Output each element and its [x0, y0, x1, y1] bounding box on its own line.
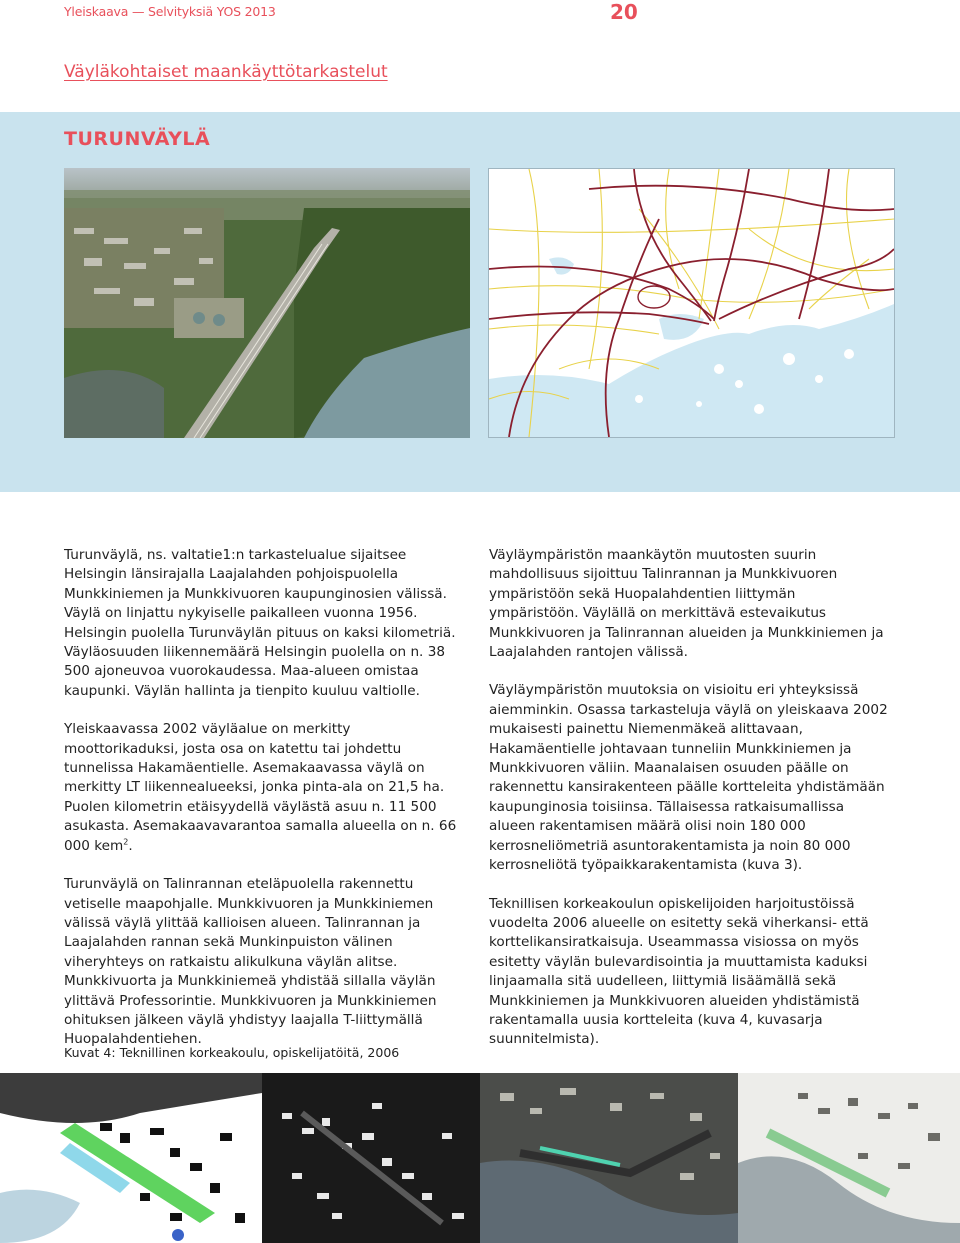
- band-title: TURUNVÄYLÄ: [64, 128, 211, 150]
- left-paragraph-3: Turunväylä on Talinrannan eteläpuolella rakennettu vetiselle maapohjalle. Munkkivuoren ja Munkkiniemen välissä väylä ylittää kallioisen alueen. Talinrannan ja Laajalahden rannan sekä Munkinpuiston välinen viheryhteys on ratkaistu alikulkuna väylän alitse. Munkkivuorta ja Munkkiniemeä yhdistää sillalla väylän ylittävä Professorintie. Munkkivuoren ja Munkkiniemen ohituksen jälkeen väylä yhdistyy laajalla T-liittymällä Huopalahdentiehen.: [64, 876, 437, 1048]
- right-paragraph-3: Teknillisen korkeakoulun opiskelijoiden harjoitustöissä vuodelta 2006 alueelle on esitetty sekä viherkansi- että korttelikansiratkaisuja. Useammassa visiossa on myös esitetty väylän bulevardisointia ja muuttamista kaduksi linjaamalla sitä uudelleen, liittymiä lisäämällä sekä Munkkiniemen ja Munkkivuoren alueiden yhdistämistä rakentamalla uusia kortteleita (kuva 4, kuvasarja suunnitelmista).: [489, 895, 869, 1048]
- right-text-column: [489, 546, 889, 1069]
- page-number: 20: [610, 0, 638, 24]
- left-paragraph-1: Turunväylä, ns. valtatie1:n tarkastelualue sijaitsee Helsingin länsirajalla Laajalahden pohjoispuolella Munkkiniemen ja Munkkivuoren kaupunginosien välissä. Väylä on linjattu nykyiselle paikalleen vuonna 1956. Helsingin puolella Turunväylän pituus on kaksi kilometriä. Väyläosuuden liikennemäärä Helsingin puolella on n. 38 500 ajoneuvoa vuorokaudessa. Maa-alueen omistaa kaupunki. Väylän hallinta ja tienpito kuuluu valtiolle.: [64, 547, 456, 699]
- header-title: Yleiskaava — Selvityksiä YOS 2013: [64, 4, 276, 19]
- right-paragraph-1: Väyläympäristön maankäytön muutosten suurin mahdollisuus sijoittuu Talinrannan ja Munkkivuoren ympäristöön sekä Huopalahdentien liittymän ympäristöön. Väylällä on merkittävä estevaikutus Munkkivuoren ja Talinrannan alueiden ja Munkkiniemen ja Laajalahden rantojen välissä.: [489, 547, 884, 661]
- plan-image-1: [0, 1073, 262, 1243]
- left-text-column: [64, 546, 459, 1069]
- aerial-photo: [64, 168, 470, 438]
- road-map: [488, 168, 895, 438]
- section-title: Väyläkohtaiset maankäyttötarkastelut: [64, 62, 388, 82]
- figure-caption: Kuvat 4: Teknillinen korkeakoulu, opiskelijatöitä, 2006: [64, 1045, 400, 1060]
- plan-image-4: [738, 1073, 960, 1243]
- plan-image-2: [262, 1073, 480, 1243]
- plan-image-3: [480, 1073, 738, 1243]
- right-paragraph-2: Väyläympäristön muutoksia on visioitu eri yhteyksissä aiemminkin. Osassa tarkasteluja väylä on yleiskaava 2002 mukaisesti painettu Niemenmäkeä alittavaan, Hakamäentielle johtavaan tunneliin Munkkiniemen ja Munkkivuoren väliin. Maanalaisen osuuden päälle on rakennettu kansirakenteen päälle kortteleita yhdistämään kaupunginosia toisiinsa. Tällaisessa ratkaisumallissa alueen rakentamisen määrä olisi noin 180 000 kerrosneliömetriä asuntorakentamista ja noin 80 000 kerrosneliötä työpaikkarakentamista (kuva 3).: [489, 682, 888, 874]
- left-paragraph-2: Yleiskaavassa 2002 väyläalue on merkitty moottorikaduksi, josta osa on katettu tai johdettu tunnelissa Hakamäentielle. Asemakaavassa väylä on merkitty LT liikennealueeksi, jonka pinta-ala on 21,5 ha. Puolen kilometrin etäisyydellä väylästä asuu n. 11 500 asukasta. Asemakaavavarantoa samalla alueella on n. 66 000 kem$^2$.: [64, 721, 457, 854]
